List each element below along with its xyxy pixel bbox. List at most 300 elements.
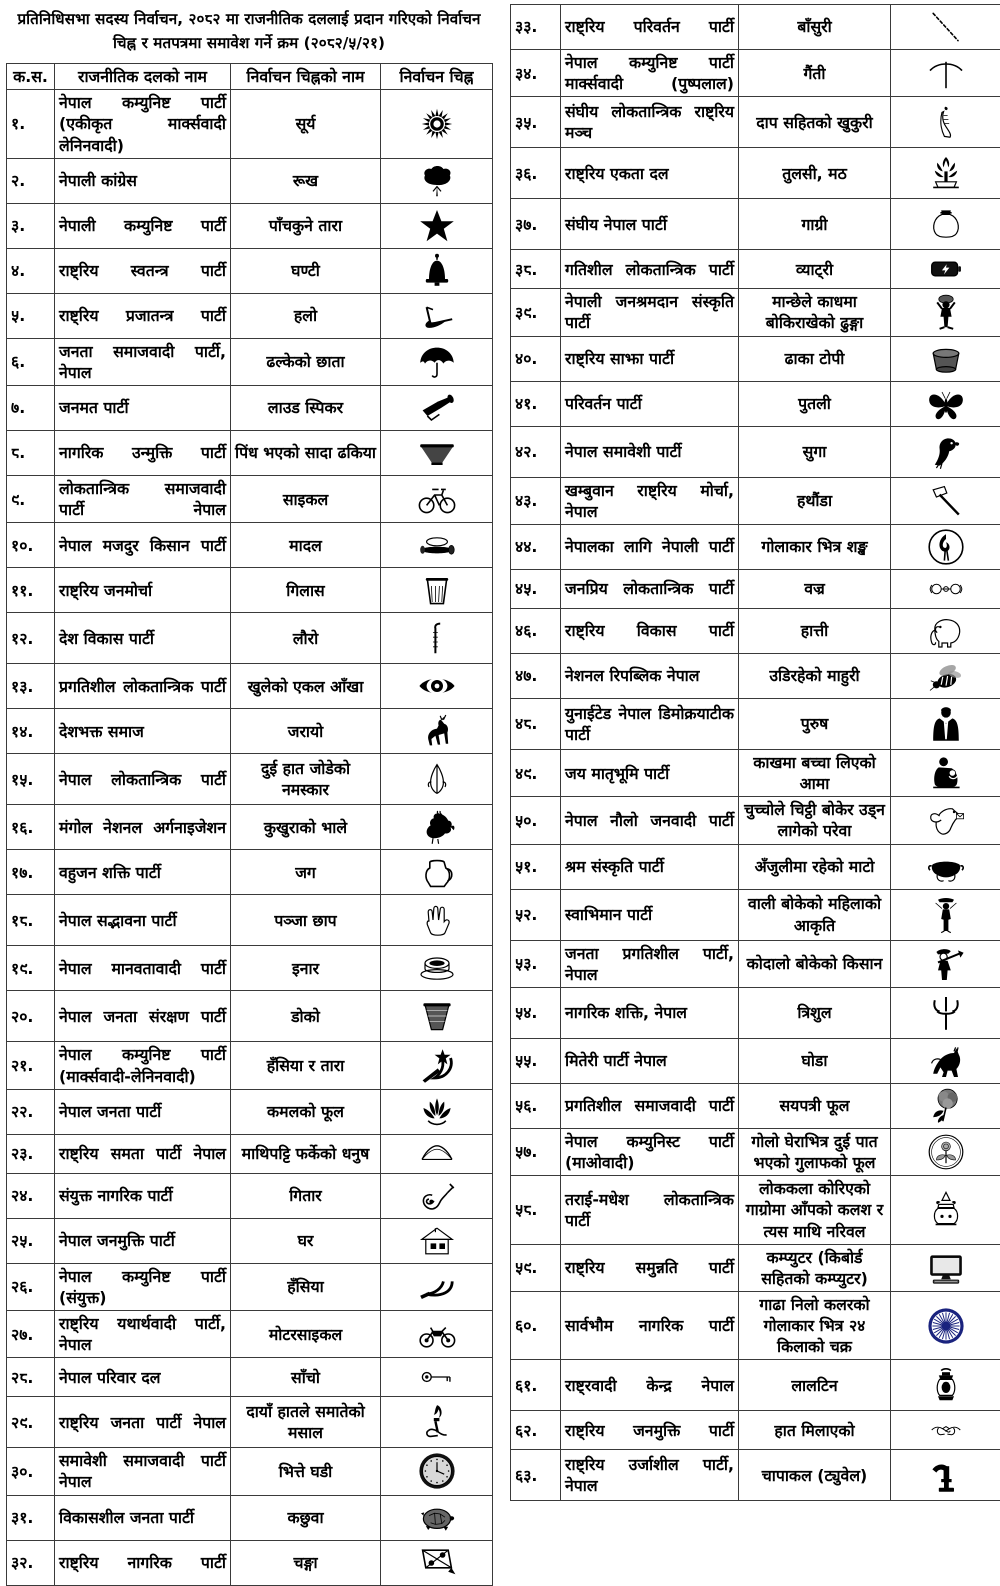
row-symbol-name: इनार	[231, 946, 381, 991]
row-serial-number: २२.	[7, 1089, 55, 1134]
row-serial-number: ५२.	[511, 889, 561, 940]
table-row	[511, 653, 1000, 698]
deer-icon	[381, 709, 493, 754]
row-serial-number: ४७.	[511, 653, 561, 698]
row-serial-number: १.	[7, 90, 55, 158]
row-party-name: राष्ट्रिय यथार्थवादी पार्टी, नेपाल	[55, 1311, 231, 1358]
row-symbol-name: गोलो घेराभित्र दुई पात भएको गुलाफको फूल	[739, 1128, 891, 1175]
left-column	[6, 4, 498, 1586]
table-row	[511, 1411, 1000, 1450]
row-symbol-name: मोटरसाइकल	[231, 1311, 381, 1358]
dhaka-topi-icon	[891, 336, 1000, 381]
row-symbol-name: मादल	[231, 523, 381, 568]
row-serial-number: ३२.	[7, 1540, 55, 1585]
row-serial-number: ३९.	[511, 289, 561, 336]
row-symbol-name: गिलास	[231, 568, 381, 613]
woman-with-crop-icon	[891, 889, 1000, 940]
row-symbol-name: चुच्चोले चिट्ठी बोकेर उड्न लागेको परेवा	[739, 797, 891, 844]
row-party-name: नेपाल कम्युनिष्ट पार्टी (एकीकृत मार्क्सवादी लेनिनवादी)	[55, 90, 231, 158]
row-party-name: राष्ट्रिय समता पार्टी नेपाल	[55, 1134, 231, 1173]
row-symbol-name: त्रिशुल	[739, 987, 891, 1038]
row-party-name: नेपाल मानवतावादी पार्टी	[55, 946, 231, 991]
table-row	[511, 1291, 1000, 1359]
row-serial-number: ५३.	[511, 940, 561, 987]
table-row	[7, 293, 493, 338]
row-serial-number: ६१.	[511, 1360, 561, 1411]
row-party-name: नेपाल कम्युनिस्ट पार्टी (माओवादी)	[561, 1128, 739, 1175]
table-row	[511, 698, 1000, 749]
row-serial-number: ४१.	[511, 381, 561, 426]
row-serial-number: १०.	[7, 523, 55, 568]
row-symbol-name: कम्प्युटर (किबोर्ड सहितको कम्प्युटर)	[739, 1244, 891, 1291]
table-row	[511, 608, 1000, 653]
table-row	[7, 386, 493, 431]
row-serial-number: ३८.	[511, 250, 561, 289]
sun-icon	[381, 90, 493, 158]
row-party-name: देशभक्त समाज	[55, 709, 231, 754]
table-row	[7, 1540, 493, 1585]
lotus-icon	[381, 1089, 493, 1134]
row-party-name: राष्ट्रिय साझा पार्टी	[561, 336, 739, 381]
row-symbol-name: वाली बोकेको महिलाको आकृति	[739, 889, 891, 940]
row-party-name: सार्वभौम नागरिक पार्टी	[561, 1291, 739, 1359]
row-party-name: राष्ट्रिय जनता पार्टी नेपाल	[55, 1397, 231, 1448]
handshake-icon	[891, 1411, 1000, 1450]
sickle-icon	[381, 1263, 493, 1310]
row-serial-number: ६०.	[511, 1291, 561, 1359]
flute-icon	[891, 5, 1000, 50]
row-serial-number: ५.	[7, 293, 55, 338]
row-party-name: नागरिक उन्मुक्ति पार्टी	[55, 431, 231, 476]
row-symbol-name: साँचो	[231, 1358, 381, 1397]
row-symbol-name: वज्र	[739, 569, 891, 608]
table-row	[511, 889, 1000, 940]
row-serial-number: ९.	[7, 476, 55, 523]
row-serial-number: ४०.	[511, 336, 561, 381]
sickle-and-star-icon	[381, 1042, 493, 1089]
table-row	[7, 90, 493, 158]
row-serial-number: ३०.	[7, 1448, 55, 1495]
row-serial-number: ६.	[7, 338, 55, 385]
row-symbol-name: घर	[231, 1218, 381, 1263]
table-row	[7, 1134, 493, 1173]
glass-icon	[381, 568, 493, 613]
row-party-name: जनप्रिय लोकतान्त्रिक पार्टी	[561, 569, 739, 608]
water-pot-icon	[891, 199, 1000, 250]
basket-icon	[381, 431, 493, 476]
row-serial-number: ४३.	[511, 477, 561, 524]
row-symbol-name: पिंध भएको सादा ढकिया	[231, 431, 381, 476]
row-symbol-name: कोदालो बोकेको किसान	[739, 940, 891, 987]
kite-icon	[381, 1540, 493, 1585]
row-symbol-name: हँसिया र तारा	[231, 1042, 381, 1089]
row-symbol-name: भित्ते घडी	[231, 1448, 381, 1495]
row-party-name: नेपाली जनश्रमदान संस्कृति पार्टी	[561, 289, 739, 336]
table-row	[511, 940, 1000, 987]
row-party-name: राष्ट्रिय प्रजातन्त्र पार्टी	[55, 293, 231, 338]
tree-icon	[381, 158, 493, 203]
header-symbol-name: निर्वाचन चिह्नको नाम	[231, 64, 381, 90]
row-serial-number: २.	[7, 158, 55, 203]
election-symbols-table-right	[510, 4, 1000, 1501]
row-serial-number: १९.	[7, 946, 55, 991]
row-party-name: देश विकास पार्टी	[55, 613, 231, 664]
row-serial-number: २१.	[7, 1042, 55, 1089]
row-symbol-name: हँसिया	[231, 1263, 381, 1310]
row-serial-number: ४५.	[511, 569, 561, 608]
table-row	[7, 805, 493, 850]
house-icon	[381, 1218, 493, 1263]
table-row	[511, 336, 1000, 381]
row-serial-number: ३७.	[511, 199, 561, 250]
row-symbol-name: गोलाकार भित्र शङ्ख	[739, 524, 891, 569]
table-row	[7, 1495, 493, 1540]
row-serial-number: ५९.	[511, 1244, 561, 1291]
row-serial-number: ७.	[7, 386, 55, 431]
row-party-name: नेपाल जनता संरक्षण पार्टी	[55, 991, 231, 1042]
dove-with-letter-icon	[891, 797, 1000, 844]
motorcycle-icon	[381, 1311, 493, 1358]
row-serial-number: ४९.	[511, 749, 561, 796]
table-row	[7, 664, 493, 709]
wall-clock-icon	[381, 1448, 493, 1495]
row-party-name: राष्ट्रवादी केन्द्र नेपाल	[561, 1360, 739, 1411]
row-serial-number: १८.	[7, 895, 55, 946]
row-party-name: नेपाली कम्युनिष्ट पार्टी	[55, 203, 231, 248]
tulsi-plant-icon	[891, 148, 1000, 199]
right-column	[498, 4, 994, 1501]
row-symbol-name: लालटिन	[739, 1360, 891, 1411]
table-row	[511, 250, 1000, 289]
row-party-name: राष्ट्रिय नागरिक पार्टी	[55, 1540, 231, 1585]
row-party-name: राष्ट्रिय विकास पार्टी	[561, 608, 739, 653]
row-serial-number: ३१.	[7, 1495, 55, 1540]
bee-icon	[891, 653, 1000, 698]
row-party-name: प्रगतिशील समाजवादी पार्टी	[561, 1083, 739, 1128]
bicycle-icon	[381, 476, 493, 523]
row-symbol-name: पुरुष	[739, 698, 891, 749]
table-header-row	[7, 64, 493, 90]
election-symbols-table-left	[6, 63, 493, 1586]
row-serial-number: ५०.	[511, 797, 561, 844]
row-party-name: राष्ट्रिय एकता दल	[561, 148, 739, 199]
row-party-name: नेपाल जनमुक्ति पार्टी	[55, 1218, 231, 1263]
row-party-name: जनता समाजवादी पार्टी, नेपाल	[55, 338, 231, 385]
row-party-name: नेपाल कम्युनिष्ट पार्टी मार्क्सवादी (पुष्पलाल)	[561, 50, 739, 97]
row-party-name: प्रगतिशील लोकतान्त्रिक पार्टी	[55, 664, 231, 709]
row-party-name: नेपाल मजदुर किसान पार्टी	[55, 523, 231, 568]
row-serial-number: २०.	[7, 991, 55, 1042]
row-symbol-name: ढल्केको छाता	[231, 338, 381, 385]
handpump-icon	[891, 1450, 1000, 1501]
row-serial-number: ३५.	[511, 97, 561, 148]
row-symbol-name: घोडा	[739, 1038, 891, 1083]
row-serial-number: ४.	[7, 248, 55, 293]
row-party-name: गतिशील लोकतान्त्रिक पार्टी	[561, 250, 739, 289]
header-symbol: निर्वाचन चिह्न	[381, 64, 493, 90]
table-row	[7, 895, 493, 946]
table-row	[7, 850, 493, 895]
butterfly-icon	[891, 381, 1000, 426]
row-symbol-name: कछुवा	[231, 1495, 381, 1540]
row-party-name: जनता प्रगतिशील पार्टी, नेपाल	[561, 940, 739, 987]
man-icon	[891, 698, 1000, 749]
loudspeaker-icon	[381, 386, 493, 431]
table-row	[511, 289, 1000, 336]
row-serial-number: १५.	[7, 754, 55, 805]
table-row	[511, 987, 1000, 1038]
row-symbol-name: लोककला कोरिएको गाग्रोमा आँपको कलश र त्यस माथि नरिवल	[739, 1176, 891, 1244]
table-row	[511, 199, 1000, 250]
lantern-icon	[891, 1360, 1000, 1411]
row-symbol-name: कुखुराको भाले	[231, 805, 381, 850]
row-party-name: नेपाल जनता पार्टी	[55, 1089, 231, 1134]
row-symbol-name: पाँचकुने तारा	[231, 203, 381, 248]
row-serial-number: ८.	[7, 431, 55, 476]
battery-icon	[891, 250, 1000, 289]
row-serial-number: ६२.	[511, 1411, 561, 1450]
table-row	[511, 749, 1000, 796]
page-title	[6, 4, 492, 63]
row-symbol-name: चापाकल (ट्युवेल)	[739, 1450, 891, 1501]
table-row	[7, 476, 493, 523]
eye-icon	[381, 664, 493, 709]
marigold-icon	[891, 1083, 1000, 1128]
chakra-icon	[891, 1291, 1000, 1359]
row-party-name: संघीय लोकतान्त्रिक राष्ट्रिय मञ्च	[561, 97, 739, 148]
row-serial-number: ५६.	[511, 1083, 561, 1128]
row-symbol-name: गितार	[231, 1173, 381, 1218]
table-row	[7, 1173, 493, 1218]
row-party-name: मितेरी पार्टी नेपाल	[561, 1038, 739, 1083]
row-party-name: नेपाली कांग्रेस	[55, 158, 231, 203]
row-serial-number: १७.	[7, 850, 55, 895]
table-row	[7, 158, 493, 203]
row-symbol-name: माथिपट्टि फर्केको धनुष	[231, 1134, 381, 1173]
parrot-icon	[891, 426, 1000, 477]
row-party-name: नेपाल समावेशी पार्टी	[561, 426, 739, 477]
row-symbol-name: व्याट्री	[739, 250, 891, 289]
row-symbol-name: दुई हात जोडेको नमस्कार	[231, 754, 381, 805]
row-symbol-name: डोको	[231, 991, 381, 1042]
jug-icon	[381, 850, 493, 895]
row-party-name: तराई-मधेश लोकतान्त्रिक पार्टी	[561, 1176, 739, 1244]
row-symbol-name: लाउड स्पिकर	[231, 386, 381, 431]
farmer-with-spade-icon	[891, 940, 1000, 987]
row-party-name: समावेशी समाजवादी पार्टी नेपाल	[55, 1448, 231, 1495]
table-row	[511, 797, 1000, 844]
row-serial-number: १६.	[7, 805, 55, 850]
hammer-icon	[891, 477, 1000, 524]
table-row	[511, 844, 1000, 889]
table-row	[511, 1083, 1000, 1128]
table-row	[511, 50, 1000, 97]
row-serial-number: ३.	[7, 203, 55, 248]
row-symbol-name: खुलेको एकल आँखा	[231, 664, 381, 709]
row-serial-number: २८.	[7, 1358, 55, 1397]
table-row	[511, 97, 1000, 148]
trident-icon	[891, 987, 1000, 1038]
pickaxe-icon	[891, 50, 1000, 97]
umbrella-icon	[381, 338, 493, 385]
row-party-name: राष्ट्रिय स्वतन्त्र पार्टी	[55, 248, 231, 293]
row-serial-number: ४८.	[511, 698, 561, 749]
row-party-name: जय मातृभूमि पार्टी	[561, 749, 739, 796]
key-icon	[381, 1358, 493, 1397]
row-symbol-name: हात्ती	[739, 608, 891, 653]
row-symbol-name: हलो	[231, 293, 381, 338]
row-symbol-name: उडिरहेको माहुरी	[739, 653, 891, 698]
row-serial-number: ३६.	[511, 148, 561, 199]
row-symbol-name: कमलको फूल	[231, 1089, 381, 1134]
row-party-name: स्वाभिमान पार्टी	[561, 889, 739, 940]
row-symbol-name: अँजुलीमा रहेको माटो	[739, 844, 891, 889]
doko-basket-icon	[381, 991, 493, 1042]
row-symbol-name: पुतली	[739, 381, 891, 426]
row-serial-number: ५५.	[511, 1038, 561, 1083]
row-symbol-name: साइकल	[231, 476, 381, 523]
header-party-name: राजनीतिक दलको नाम	[55, 64, 231, 90]
bell-icon	[381, 248, 493, 293]
title-line-1: प्रतिनिधिसभा सदस्य निर्वाचन, २०८२ मा राजनीतिक दललाई प्रदान गरिएको निर्वाचन	[8, 8, 490, 32]
row-symbol-name: सूर्य	[231, 90, 381, 158]
table-row	[7, 1218, 493, 1263]
rooster-icon	[381, 805, 493, 850]
horse-icon	[891, 1038, 1000, 1083]
table-row	[7, 991, 493, 1042]
table-row	[7, 203, 493, 248]
row-symbol-name: लौरो	[231, 613, 381, 664]
row-serial-number: ४२.	[511, 426, 561, 477]
row-party-name: नागरिक शक्ति, नेपाल	[561, 987, 739, 1038]
row-party-name: जनमत पार्टी	[55, 386, 231, 431]
row-symbol-name: तुलसी, मठ	[739, 148, 891, 199]
row-party-name: मंगोल नेशनल अर्गनाइजेशन	[55, 805, 231, 850]
table-row	[7, 709, 493, 754]
namaste-hands-icon	[381, 754, 493, 805]
row-symbol-name: हात मिलाएको	[739, 1411, 891, 1450]
row-symbol-name: दाप सहितको खुकुरी	[739, 97, 891, 148]
row-party-name: राष्ट्रिय उर्जाशील पार्टी, नेपाल	[561, 1450, 739, 1501]
mother-with-child-icon	[891, 749, 1000, 796]
table-row	[511, 426, 1000, 477]
kalash-icon	[891, 1176, 1000, 1244]
row-party-name: नेपाल कम्युनिष्ट पार्टी (मार्क्सवादी-लेनिनवादी)	[55, 1042, 231, 1089]
table-row	[7, 338, 493, 385]
row-serial-number: ४४.	[511, 524, 561, 569]
table-row	[511, 1360, 1000, 1411]
table-row	[7, 1311, 493, 1358]
row-symbol-name: जग	[231, 850, 381, 895]
row-party-name: संघीय नेपाल पार्टी	[561, 199, 739, 250]
row-serial-number: ११.	[7, 568, 55, 613]
row-party-name: परिवर्तन पार्टी	[561, 381, 739, 426]
conch-in-circle-icon	[891, 524, 1000, 569]
row-party-name: नेपालका लागि नेपाली पार्टी	[561, 524, 739, 569]
row-symbol-name: दायाँ हातले समातेको मसाल	[231, 1397, 381, 1448]
row-party-name: लोकतान्त्रिक समाजवादी पार्टी नेपाल	[55, 476, 231, 523]
row-serial-number: ५७.	[511, 1128, 561, 1175]
row-serial-number: ५४.	[511, 987, 561, 1038]
row-party-name: युनाईटेड नेपाल डिमोक्रयाटीक पार्टी	[561, 698, 739, 749]
row-symbol-name: काखमा बच्चा लिएको आमा	[739, 749, 891, 796]
row-serial-number: २९.	[7, 1397, 55, 1448]
header-sn: क.स.	[7, 64, 55, 90]
man-carrying-stone-icon	[891, 289, 1000, 336]
row-symbol-name: हथौंडा	[739, 477, 891, 524]
plough-icon	[381, 293, 493, 338]
row-party-name: नेपाल नौलो जनवादी पार्टी	[561, 797, 739, 844]
row-symbol-name: सुगा	[739, 426, 891, 477]
rose-in-circle-icon	[891, 1128, 1000, 1175]
row-party-name: श्रम संस्कृति पार्टी	[561, 844, 739, 889]
row-symbol-name: गैंती	[739, 50, 891, 97]
table-body-left	[7, 90, 493, 1585]
table-body-right	[511, 5, 1000, 1501]
row-symbol-name: जरायो	[231, 709, 381, 754]
tortoise-icon	[381, 1495, 493, 1540]
row-party-name: नेपाल सद्भावना पार्टी	[55, 895, 231, 946]
row-serial-number: ३४.	[511, 50, 561, 97]
palm-hand-icon	[381, 895, 493, 946]
row-serial-number: ५१.	[511, 844, 561, 889]
walking-stick-icon	[381, 613, 493, 664]
row-symbol-name: ढाका टोपी	[739, 336, 891, 381]
row-serial-number: २६.	[7, 1263, 55, 1310]
table-row	[7, 946, 493, 991]
row-symbol-name: गाग्री	[739, 199, 891, 250]
row-serial-number: ६३.	[511, 1450, 561, 1501]
table-row	[7, 1397, 493, 1448]
row-serial-number: ५८.	[511, 1176, 561, 1244]
row-party-name: राष्ट्रिय समुन्नति पार्टी	[561, 1244, 739, 1291]
row-party-name: राष्ट्रिय जनमोर्चा	[55, 568, 231, 613]
computer-icon	[891, 1244, 1000, 1291]
table-row	[7, 1042, 493, 1089]
row-party-name: नेपाल लोकतान्त्रिक पार्टी	[55, 754, 231, 805]
row-symbol-name: सयपत्री फूल	[739, 1083, 891, 1128]
table-row	[511, 1038, 1000, 1083]
table-row	[511, 1244, 1000, 1291]
row-serial-number: २३.	[7, 1134, 55, 1173]
row-party-name: वहुजन शक्ति पार्टी	[55, 850, 231, 895]
table-row	[7, 613, 493, 664]
row-serial-number: ४६.	[511, 608, 561, 653]
table-row	[511, 1176, 1000, 1244]
table-row	[7, 248, 493, 293]
row-symbol-name: पञ्जा छाप	[231, 895, 381, 946]
table-row	[511, 1128, 1000, 1175]
torch-in-hand-icon	[381, 1397, 493, 1448]
table-row	[511, 148, 1000, 199]
row-party-name: नेपाल परिवार दल	[55, 1358, 231, 1397]
well-icon	[381, 946, 493, 991]
guitar-icon	[381, 1173, 493, 1218]
elephant-icon	[891, 608, 1000, 653]
row-party-name: विकासशील जनता पार्टी	[55, 1495, 231, 1540]
madal-drum-icon	[381, 523, 493, 568]
row-symbol-name: रूख	[231, 158, 381, 203]
table-row	[511, 477, 1000, 524]
row-party-name: राष्ट्रिय जनमुक्ति पार्टी	[561, 1411, 739, 1450]
row-party-name: खम्बुवान राष्ट्रिय मोर्चा, नेपाल	[561, 477, 739, 524]
row-party-name: राष्ट्रिय परिवर्तन पार्टी	[561, 5, 739, 50]
row-serial-number: २५.	[7, 1218, 55, 1263]
title-line-2: चिह्न र मतपत्रमा समावेश गर्ने क्रम (२०८२/५/२१)	[8, 32, 490, 56]
table-row	[7, 568, 493, 613]
row-symbol-name: गाढा निलो कलरको गोलाकार भित्र २४ किलाको चक्र	[739, 1291, 891, 1359]
table-row	[511, 5, 1000, 50]
